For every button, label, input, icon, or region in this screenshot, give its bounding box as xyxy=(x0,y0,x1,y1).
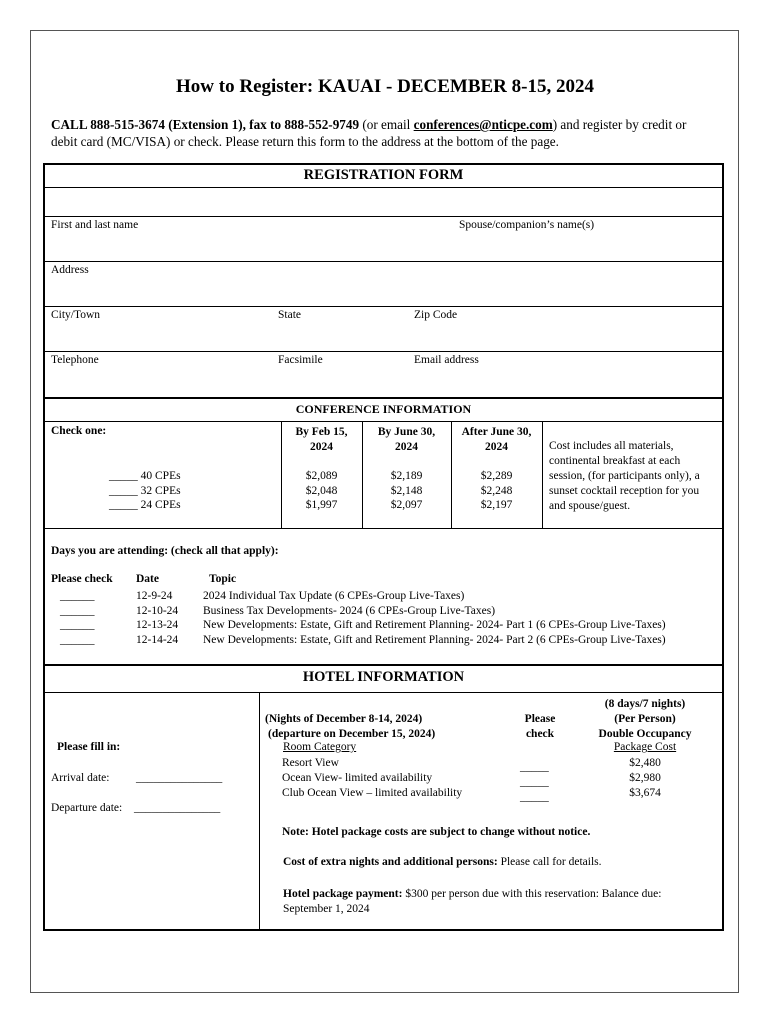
column-divider xyxy=(259,692,260,929)
cpe-option-40[interactable]: _____ 40 CPEs xyxy=(109,470,181,482)
price-cell: $1,997 xyxy=(305,499,338,511)
cpe-option-24[interactable]: _____ 24 CPEs xyxy=(109,499,181,511)
please-check-hotel-header xyxy=(510,712,570,742)
note-line: session, (for participants only), a xyxy=(549,470,700,482)
extra-nights-label: Cost of extra nights and additional persons: xyxy=(283,856,498,868)
room-checkbox[interactable]: _____ xyxy=(520,791,549,803)
date-header: Date xyxy=(136,573,159,585)
arrival-date-label: Arrival date: xyxy=(51,772,110,784)
nights-line-1: (Nights of December 8-14, 2024) xyxy=(265,713,423,725)
email-link[interactable]: conferences@nticpe.com xyxy=(413,117,553,132)
note-line: Cost includes all materials, xyxy=(549,440,674,452)
note-line: sunset cocktail reception for you xyxy=(549,485,700,497)
first-last-name-label: First and last name xyxy=(51,219,139,231)
city-label: City/Town xyxy=(51,309,101,321)
check-one-label: Check one: xyxy=(51,425,107,437)
cost-includes-note xyxy=(549,439,700,514)
column-divider xyxy=(542,421,543,528)
divider xyxy=(45,528,722,529)
session-checkbox[interactable]: ______ xyxy=(60,633,95,646)
package-cost: $2,480 xyxy=(629,757,661,769)
col1-line2: 2024 xyxy=(310,441,333,453)
package-line-1: (8 days/7 nights) xyxy=(604,698,686,710)
session-dates xyxy=(136,589,178,647)
room-list xyxy=(282,756,462,801)
please-check-line-1: Please xyxy=(524,713,556,725)
room-checks xyxy=(520,760,549,805)
section-divider xyxy=(45,397,722,399)
hotel-note: Note: Hotel package costs are subject to change without notice. xyxy=(282,826,591,838)
divider xyxy=(45,216,722,217)
payment-line-2: September 1, 2024 xyxy=(283,903,370,915)
package-cost: $3,674 xyxy=(629,787,661,799)
package-line-2: (Per Person) xyxy=(614,713,676,725)
room-name: Ocean View- limited availability xyxy=(282,772,433,784)
divider xyxy=(45,351,722,352)
arrival-date-field[interactable]: _______________ xyxy=(136,772,223,784)
address-label: Address xyxy=(51,264,89,276)
payment-line-1 xyxy=(283,887,661,902)
email-prefix: (or email xyxy=(359,117,414,132)
divider xyxy=(45,306,722,307)
hotel-heading: HOTEL INFORMATION xyxy=(302,669,465,685)
extra-nights-text: Please call for details. xyxy=(497,856,602,868)
session-topic: New Developments: Estate, Gift and Retirement Planning- 2024- Part 1 (6 CPEs-Group Live-Taxes) xyxy=(203,619,666,631)
zip-label: Zip Code xyxy=(414,309,458,321)
departure-date-field[interactable]: _______________ xyxy=(134,802,221,814)
email-address-label: Email address xyxy=(414,354,479,366)
departure-date-label: Departure date: xyxy=(51,802,123,814)
price-cell: $2,289 xyxy=(480,470,513,482)
note-line: continental breakfast at each xyxy=(549,455,681,467)
divider xyxy=(45,421,722,422)
col2-line1: By June 30, xyxy=(377,426,436,438)
col2-line2: 2024 xyxy=(395,441,418,453)
room-category-header: Room Category xyxy=(283,741,357,753)
price-cell: $2,097 xyxy=(390,499,423,511)
price-column-header-2 xyxy=(362,425,451,455)
session-topic: Business Tax Developments- 2024 (6 CPEs-Group Live-Taxes) xyxy=(203,604,496,617)
session-topics xyxy=(203,589,666,647)
please-fill-in-label: Please fill in: xyxy=(57,741,121,753)
room-name: Resort View xyxy=(282,757,339,769)
package-cost: $2,980 xyxy=(629,772,661,784)
please-check-header: Please check xyxy=(51,573,113,585)
divider xyxy=(45,261,722,262)
prices-after-june xyxy=(451,469,542,513)
session-topic: 2024 Individual Tax Update (6 CPEs-Group Live-Taxes) xyxy=(203,590,465,602)
spouse-name-label: Spouse/companion’s name(s) xyxy=(459,219,595,231)
package-cost-header: Package Cost xyxy=(613,741,677,753)
price-cell: $2,197 xyxy=(480,499,513,511)
cpe-option-32[interactable]: _____ 32 CPEs xyxy=(109,484,181,497)
payment-label: Hotel package payment: xyxy=(283,888,403,900)
room-checkbox[interactable]: _____ xyxy=(520,776,549,788)
price-cell: $2,089 xyxy=(305,470,338,482)
price-cell: $2,148 xyxy=(390,484,423,497)
price-cell: $2,248 xyxy=(480,484,513,497)
col3-line1: After June 30, xyxy=(461,426,532,438)
registration-heading: REGISTRATION FORM xyxy=(303,167,464,183)
please-check-line-2: check xyxy=(525,728,555,740)
telephone-label: Telephone xyxy=(51,354,99,366)
intro-tail: ) and register by credit or xyxy=(552,117,687,132)
col1-line1: By Feb 15, xyxy=(295,426,348,438)
room-checkbox[interactable]: _____ xyxy=(520,761,549,773)
extra-nights-info xyxy=(283,856,601,868)
note-line: and spouse/guest. xyxy=(549,500,631,512)
session-date: 12-9-24 xyxy=(136,590,173,602)
session-checkbox[interactable]: ______ xyxy=(60,604,95,617)
divider xyxy=(45,187,722,188)
conference-heading: CONFERENCE INFORMATION xyxy=(295,402,472,416)
price-cell: $2,048 xyxy=(305,484,338,497)
session-topic: New Developments: Estate, Gift and Retirement Planning- 2024- Part 2 (6 CPEs-Group Live-Taxes) xyxy=(203,633,666,646)
cpe-options xyxy=(109,469,181,513)
intro-line-2: debit card (MC/VISA) or check. Please return this form to the address at the bottom of the page. xyxy=(51,134,559,149)
days-attending-heading: Days you are attending: (check all that apply): xyxy=(51,545,279,557)
package-costs xyxy=(580,756,710,801)
room-name: Club Ocean View – limited availability xyxy=(282,787,463,799)
price-column-header-1 xyxy=(281,425,362,455)
session-checkbox[interactable]: ______ xyxy=(60,619,95,631)
package-header xyxy=(580,697,710,742)
divider xyxy=(45,692,722,693)
price-cell: $2,189 xyxy=(390,470,423,482)
intro-text xyxy=(51,116,686,150)
nights-line-2: (departure on December 15, 2024) xyxy=(268,728,436,740)
nights-info xyxy=(265,712,435,742)
topic-header: Topic xyxy=(209,573,237,585)
package-line-3: Double Occupancy xyxy=(598,728,692,740)
session-date: 12-14-24 xyxy=(136,633,179,646)
phone-fax: CALL 888-515-3674 (Extension 1), fax to 888-552-9749 xyxy=(51,117,360,132)
section-divider xyxy=(45,664,722,666)
payment-info xyxy=(283,887,661,917)
page-title: How to Register: KAUAI - DECEMBER 8-15, 2024 xyxy=(176,76,594,97)
col3-line2: 2024 xyxy=(485,441,508,453)
prices-june xyxy=(362,469,451,513)
state-label: State xyxy=(278,309,301,321)
price-column-header-3 xyxy=(451,425,542,455)
session-date: 12-10-24 xyxy=(136,604,179,617)
session-date: 12-13-24 xyxy=(136,619,179,631)
prices-feb xyxy=(281,469,362,513)
payment-text: $300 per person due with this reservation: Balance due: xyxy=(402,888,662,900)
intro-line-1 xyxy=(51,116,686,133)
session-checkbox[interactable]: ______ xyxy=(60,590,95,602)
facsimile-label: Facsimile xyxy=(278,354,323,366)
session-checks xyxy=(60,589,95,647)
